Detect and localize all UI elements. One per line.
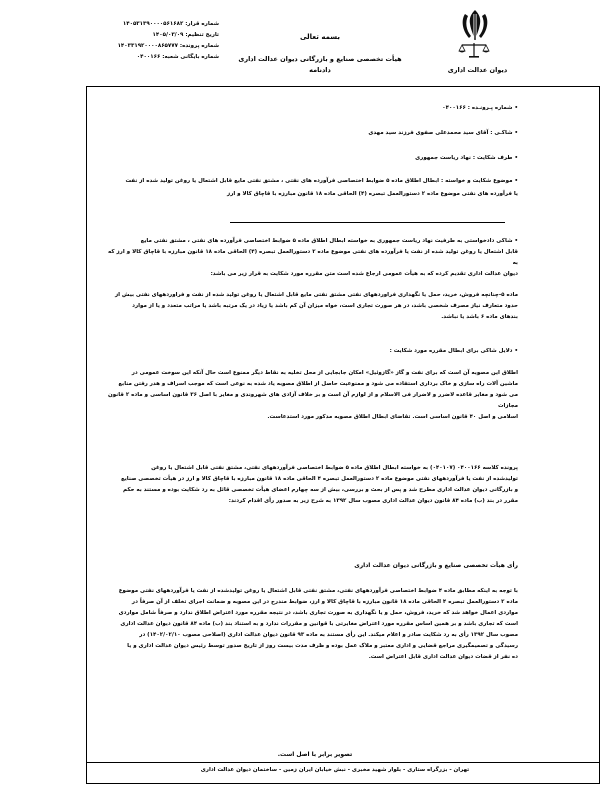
iran-emblem-icon — [458, 8, 492, 42]
referral-text: پرونده کلاسه ۰۴۰۰۱۶۶ (۰۴۰۱۰۷) به خواسته ابطال اطلاق ماده ۵ ضوابط اختصاصی فرآوردههای نفتی، مشتق نفتی قابل اشتعال یا روغن تولیدشده از نفت یا فرآوردههای نفتی موضوع ماده ۲ دستورالعمل تبصره ۴ الحاقی ماده ۱۸ قانون مبارزه با قاچاق کالا و ارز در هیأت تخصصی صنایع و بازرگانی دیوان عدالت اداری مطرح شد و پس از بحث و بررسی، بیش از سه چهارم اعضای هیأت تخصصی قائل به رد شکایت بوده و مستند به حکم مقرر در بند (ب) ماده ۸۴ قانون دیوان عدالت اداری مصوب سال ۱۳۹۲ به شرح زیر به صدور رأی اقدام کردند: — [120, 465, 518, 504]
complainant: •شاکـی : آقای سید محمدعلی صفوی فرزند سید مهدی — [368, 130, 518, 136]
reasons-text: اطلاق این مصوبه آن است که برای نفت و گاز «گازوئیل» امکان جابجایی از محل تخلیه به نقاط دیگر ممنوع است حال آنکه این سوخت عمومی در ماشین آلات راه سازی و خاک برداری استفاده می شود و ممنوعیت حاصل از اطلاق مصوبه یاد شده به نوعی است که موجب اسراف و هدر رفتن منابع می شود و مغایر قاعده لاضرر و لاضرار فی الاسلام و از لوازم آن است و بر خلاف آزادی های شهروندی و مغایر با اصل ۳۶ قانون اساسی و ماده ۲ قانون مجازات اسلامی و اصل ۴۰ قانون اساسی است. تقاضای ابطال اطلاق مصوبه مذکور مورد استدعاست. — [108, 370, 518, 420]
meta-archive-number: شماره بایگانی شعبه: ۰۴۰۰۱۶۶ — [136, 54, 219, 60]
meta-file-number: شماره پرونده: ۱۴۰۳۳۱۹۲۰۰۰۰۸۶۵۷۷۷ — [117, 43, 219, 49]
verdict-text: با توجه به اینکه مطابق ماده ۴ ضوابط اختصاصی فرآوردههای نفتی، مشتق نفتی قابل اشتعال یا روغن تولیدشده از نفت یا فرآوردههای نفتی موضوع ماده ۲ دستورالعمل تبصره ۴ الحاقی ماده ۱۸ قانون مبارزه با قاچاق کالا و ارز، ضوابط مندرج در این مصوبه و ضمانت اجرای تخلف از آن صرفاً در مواردی اعمال خواهد شد که خرید، فروش، حمل و یا نگهداری به صورت تجاری باشد، در نتیجه مقرره مورد اعتراض اطلاق ندارد و صرفاً شامل مواردی است که تجاری باشد و بر همین اساس مقرره مورد اعتراض مغایرتی با قوانین و مقررات ندارد و به استناد بند (ب) ماده ۸۴ قانون دیوان عدالت اداری مصوب سال ۱۳۹۲ رأی به رد شکایت صادر و اعلام میکند. این رأی مستند به ماده ۹۳ قانون دیوان عدالت اداری (اصلاحی مصوب ۱۴۰۲/۰۲/۱۰) در رسیدگی و تصمیمگیری مراجع قضایی و اداری معتبر و ملاک عمل بوده و ظرف مدت بیست روز از تاریخ صدور توسط رئیس دیوان عدالت اداری و یا ده نفر از قضات دیوان عدالت اداری قابل اعتراض است. — [118, 588, 518, 660]
court-name: دیوان عدالت اداری — [447, 66, 508, 74]
certification: تصویر برابر با اصل است. — [277, 751, 353, 758]
footer-address: تهران - بزرگراه ستاری - بلوار شهید مخبری - نبش خیابان ایران زمین - ساختمان دیوان عدالت اداری — [200, 767, 470, 773]
doc-type: دادنامه — [309, 66, 331, 74]
board-name: هیأت تخصصی صنایع و بازرگانی دیوان عدالت اداری — [238, 55, 402, 63]
meta-date: تاریخ تنظیم: ۱۴۰۵/۰۳/۰۹ — [152, 32, 219, 38]
meta-case-decree-number: شماره قرار: ۱۴۰۵۳۱۳۹۰۰۰۰۵۶۱۶۸۲ — [122, 21, 219, 27]
reasons-heading: •دلایل شاکی برای ابطال مقرره مورد شکایت : — [389, 348, 518, 354]
defendant: •طرف شکایت : نهاد ریاست جمهوری — [415, 155, 518, 161]
subject-line-1: •موضوع شکایت و خواسته : ابطال اطلاق ماده ۵ ضوابط اختصاصی فرآورده های نفتی ، مشتق نفتی مایع قابل اشتعال یا روغن تولید شده از نفت — [125, 178, 518, 184]
invocation: بسمه تعالی — [299, 33, 341, 41]
article-text: ماده ۵-چنانچه فروش، خرید، حمل یا نگهداری فراوردههای نفتی مشتق نفتی مایع قابل اشتعال یا روغن تولید شده از نفت و فراوردههای نفتی بیش از حدود متعارف نیاز مصرف شخصی باشد، در هر صورت تجاری است، خواه میزان آن کم باشد یا زیاد در یک مرتبه باشد یا مراتب متعدد و یا از موارد بندهای ماده ۶ باشد یا نباشد. — [114, 292, 518, 320]
verdict-heading: رأی هیأت تخصصی صنایع و بازرگانی دیوان عدالت اداری — [354, 562, 518, 569]
divider — [230, 222, 505, 223]
subject-line-2: یا فرآورده های نفتی موضوع ماده ۲ دستورالعمل تبصره (۴) الحاقی ماده ۱۸ قانون مبارزه با قاچاق کالا و ارز — [227, 191, 518, 197]
petition-intro: •شاکی دادخواستی به طرفیت نهاد ریاست جمهوری به خواسته ابطال اطلاق ماده ۵ ضوابط اختصاصی فرآورده های نفتی ، مشتق نفتی مایع قابل اشتعال یا روغن تولید شده از نفت یا فرآورده های نفتی موضوع ماده ۲ دستورالعمل تبصره (۴) الحاقی ماده ۱۸ قانون مبارزه با قاچاق کالا و ارز که به دیوان عدالت اداری تقدیم کرده که به هیأت عمومی ارجاع شده است متن مقرره مورد شکایت به قرار زیر می باشد: — [108, 238, 518, 277]
scales-of-justice-icon — [458, 42, 490, 58]
case-number: •شماره پـرونـده : ۰۴۰۰۱۶۶ — [442, 105, 518, 111]
